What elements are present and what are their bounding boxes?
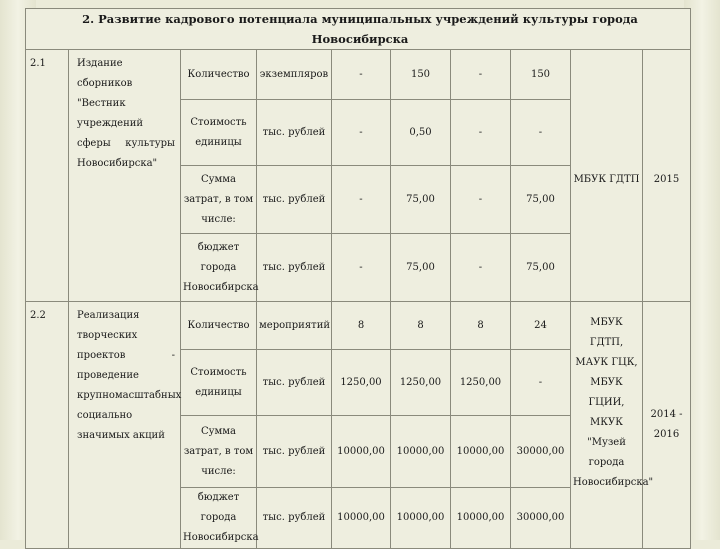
unit-cell: тыс. рублей bbox=[257, 100, 332, 166]
value-cell: 10000,00 bbox=[391, 488, 451, 549]
year-cell: 2015 bbox=[643, 50, 691, 302]
unit-cell: тыс. рублей bbox=[257, 350, 332, 416]
unit-cell: мероприятий bbox=[257, 302, 332, 350]
item-description: Издание сборников "Вестник учреждений сферы культуры Новосибирска" bbox=[69, 50, 181, 302]
indicator-cell: Стоимость единицы bbox=[181, 350, 257, 416]
value-cell: - bbox=[511, 350, 571, 416]
value-cell: - bbox=[451, 166, 511, 234]
indicator-cell: Стоимость единицы bbox=[181, 100, 257, 166]
value-cell: 75,00 bbox=[391, 234, 451, 302]
value-cell: 8 bbox=[332, 302, 391, 350]
value-cell: 10000,00 bbox=[332, 416, 391, 488]
value-cell: - bbox=[332, 100, 391, 166]
value-cell: 24 bbox=[511, 302, 571, 350]
value-cell: - bbox=[332, 234, 391, 302]
value-cell: - bbox=[451, 234, 511, 302]
value-cell: 1250,00 bbox=[332, 350, 391, 416]
value-cell: 1250,00 bbox=[451, 350, 511, 416]
value-cell: 8 bbox=[451, 302, 511, 350]
indicator-cell: Количество bbox=[181, 302, 257, 350]
unit-cell: тыс. рублей bbox=[257, 488, 332, 549]
indicator-cell: Количество bbox=[181, 50, 257, 100]
indicator-cell: бюджет города Новосибирска bbox=[181, 488, 257, 549]
indicator-cell: Сумма затрат, в том числе: bbox=[181, 416, 257, 488]
unit-cell: тыс. рублей bbox=[257, 416, 332, 488]
executor-cell: МБУК ГДТП, МАУК ГЦК, МБУК ГЦИИ, МКУК "Музей города Новосибирска" bbox=[571, 302, 643, 549]
value-cell: 75,00 bbox=[391, 166, 451, 234]
item-number: 2.2 bbox=[26, 302, 69, 549]
item-number: 2.1 bbox=[26, 50, 69, 302]
value-cell: 75,00 bbox=[511, 234, 571, 302]
year-cell: 2014 - 2016 bbox=[643, 302, 691, 549]
value-cell: 150 bbox=[511, 50, 571, 100]
value-cell: - bbox=[332, 50, 391, 100]
unit-cell: тыс. рублей bbox=[257, 166, 332, 234]
section-title: 2. Развитие кадрового потенциала муниципальных учреждений культуры города Новосибирска bbox=[26, 9, 691, 50]
value-cell: 30000,00 bbox=[511, 488, 571, 549]
value-cell: 10000,00 bbox=[451, 416, 511, 488]
value-cell: - bbox=[511, 100, 571, 166]
value-cell: 75,00 bbox=[511, 166, 571, 234]
unit-cell: тыс. рублей bbox=[257, 234, 332, 302]
value-cell: 150 bbox=[391, 50, 451, 100]
value-cell: - bbox=[451, 100, 511, 166]
value-cell: 8 bbox=[391, 302, 451, 350]
value-cell: 30000,00 bbox=[511, 416, 571, 488]
program-table bbox=[25, 8, 691, 549]
unit-cell: экземпляров bbox=[257, 50, 332, 100]
value-cell: - bbox=[451, 50, 511, 100]
value-cell: 1250,00 bbox=[391, 350, 451, 416]
value-cell: 10000,00 bbox=[451, 488, 511, 549]
value-cell: 10000,00 bbox=[391, 416, 451, 488]
value-cell: 0,50 bbox=[391, 100, 451, 166]
table-row bbox=[26, 50, 691, 100]
value-cell: - bbox=[332, 166, 391, 234]
value-cell: 10000,00 bbox=[332, 488, 391, 549]
indicator-cell: бюджет города Новосибирска bbox=[181, 234, 257, 302]
indicator-cell: Сумма затрат, в том числе: bbox=[181, 166, 257, 234]
table-row bbox=[26, 302, 691, 350]
item-description: Реализация творческих проектов - проведение крупномасштабных социально значимых акций bbox=[69, 302, 181, 549]
executor-cell: МБУК ГДТП bbox=[571, 50, 643, 302]
